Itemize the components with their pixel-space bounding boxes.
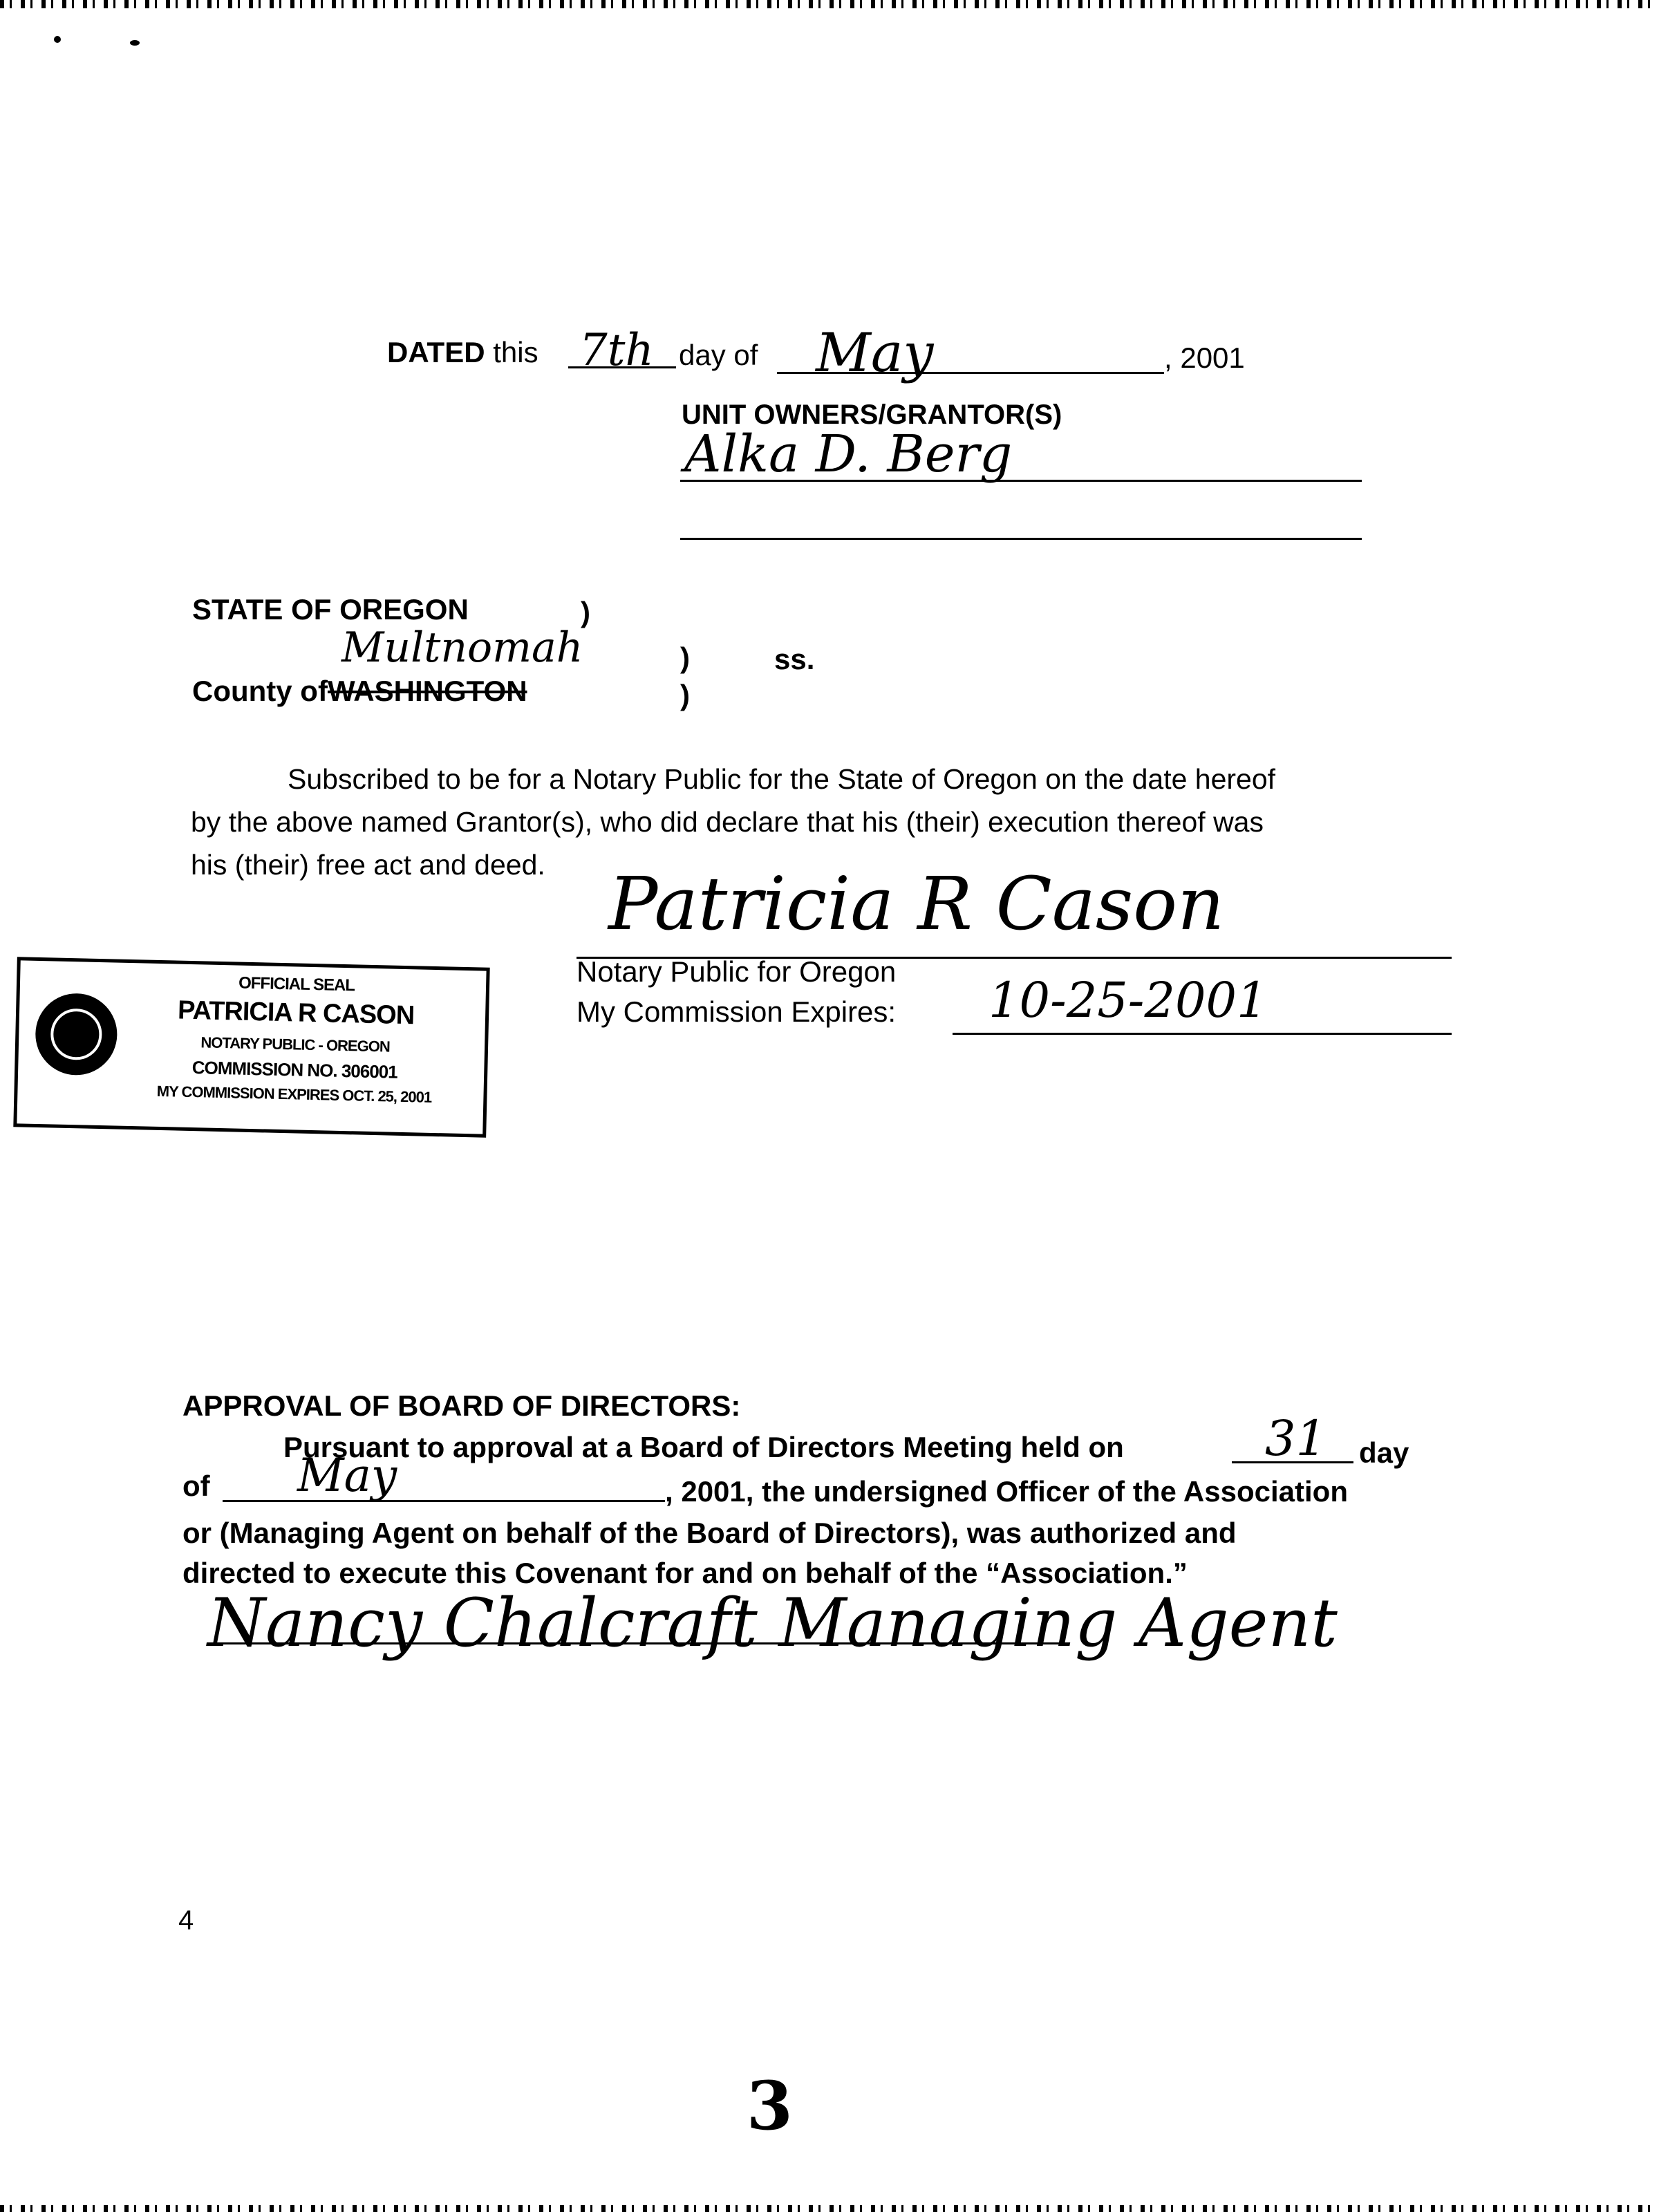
approval-month-value: May	[297, 1449, 397, 1502]
county-struck: WASHINGTON	[327, 675, 527, 707]
notary-text-line-1: Subscribed to be for a Notary Public for the State of Oregon on the date hereof	[288, 763, 1276, 795]
handwritten-page-number: 3	[747, 2067, 793, 2145]
approval-day-value: 31	[1265, 1410, 1327, 1467]
approval-month-line	[223, 1500, 665, 1502]
scan-speck	[130, 40, 140, 46]
approval-line-4: directed to execute this Covenant for and on behalf of the “Association.”	[182, 1557, 1188, 1589]
seal-line-1: OFFICIAL SEAL	[238, 973, 355, 995]
grantor-second-line	[680, 538, 1362, 540]
county-line	[192, 675, 527, 708]
page-number: 4	[178, 1905, 194, 1936]
seal-line-3: NOTARY PUBLIC - OREGON	[200, 1033, 391, 1056]
dated-day-of: day of	[679, 339, 758, 371]
paren-2: )	[680, 641, 690, 674]
scan-speck	[54, 36, 61, 43]
paren-3: )	[680, 679, 690, 711]
notary-title: Notary Public for Oregon	[577, 955, 897, 988]
approval-of-label: of	[182, 1470, 210, 1502]
seal-line-4: COMMISSION NO. 306001	[191, 1057, 398, 1082]
commission-line	[953, 1033, 1452, 1035]
dated-this: this	[493, 336, 538, 368]
approval-day-label: day	[1359, 1436, 1409, 1469]
state-label: STATE OF OREGON	[192, 593, 469, 626]
dated-day-value: 7th	[579, 325, 654, 376]
grantor-signature: Alka D. Berg	[684, 424, 1013, 484]
scan-edge-bottom	[0, 2205, 1659, 2212]
county-handwritten: Multnomah	[341, 624, 583, 672]
seal-line-5: MY COMMISSION EXPIRES OCT. 25, 2001	[156, 1082, 432, 1106]
dated-year: , 2001	[1164, 341, 1245, 374]
seal-emblem-icon	[35, 993, 118, 1076]
managing-agent-signature: Nancy Chalcraft Managing Agent	[207, 1584, 1338, 1662]
notary-text-line-2: by the above named Grantor(s), who did declare that his (their) execution thereof was	[191, 806, 1264, 838]
approval-line-2: , 2001, the undersigned Officer of the Association	[665, 1475, 1348, 1508]
grantor-signature-line	[680, 480, 1362, 482]
approval-line-3: or (Managing Agent on behalf of the Board of Directors), was authorized and	[182, 1517, 1237, 1549]
ss-label: ss.	[774, 643, 815, 675]
seal-line-2: PATRICIA R CASON	[177, 995, 415, 1031]
commission-label: My Commission Expires:	[577, 995, 897, 1028]
county-label: County of	[192, 675, 328, 707]
commission-value: 10-25-2001	[988, 972, 1268, 1029]
paren-1: )	[581, 596, 590, 628]
notary-text-line-3: his (their) free act and deed.	[191, 849, 545, 881]
dated-line	[387, 336, 538, 369]
dated-label: DATED	[387, 336, 485, 368]
notary-signature: Patricia R Cason	[608, 861, 1225, 946]
approval-line-1-text: Pursuant to approval at a Board of Directors Meeting held on	[283, 1431, 1124, 1463]
approval-signature-line	[220, 1642, 1063, 1644]
scan-edge-top	[0, 0, 1659, 8]
dated-month-value: May	[816, 322, 934, 384]
official-seal-stamp	[13, 957, 489, 1137]
approval-line-1	[283, 1431, 1124, 1464]
grantor-heading: UNIT OWNERS/GRANTOR(S)	[682, 400, 1062, 430]
approval-heading: APPROVAL OF BOARD OF DIRECTORS:	[182, 1389, 741, 1422]
